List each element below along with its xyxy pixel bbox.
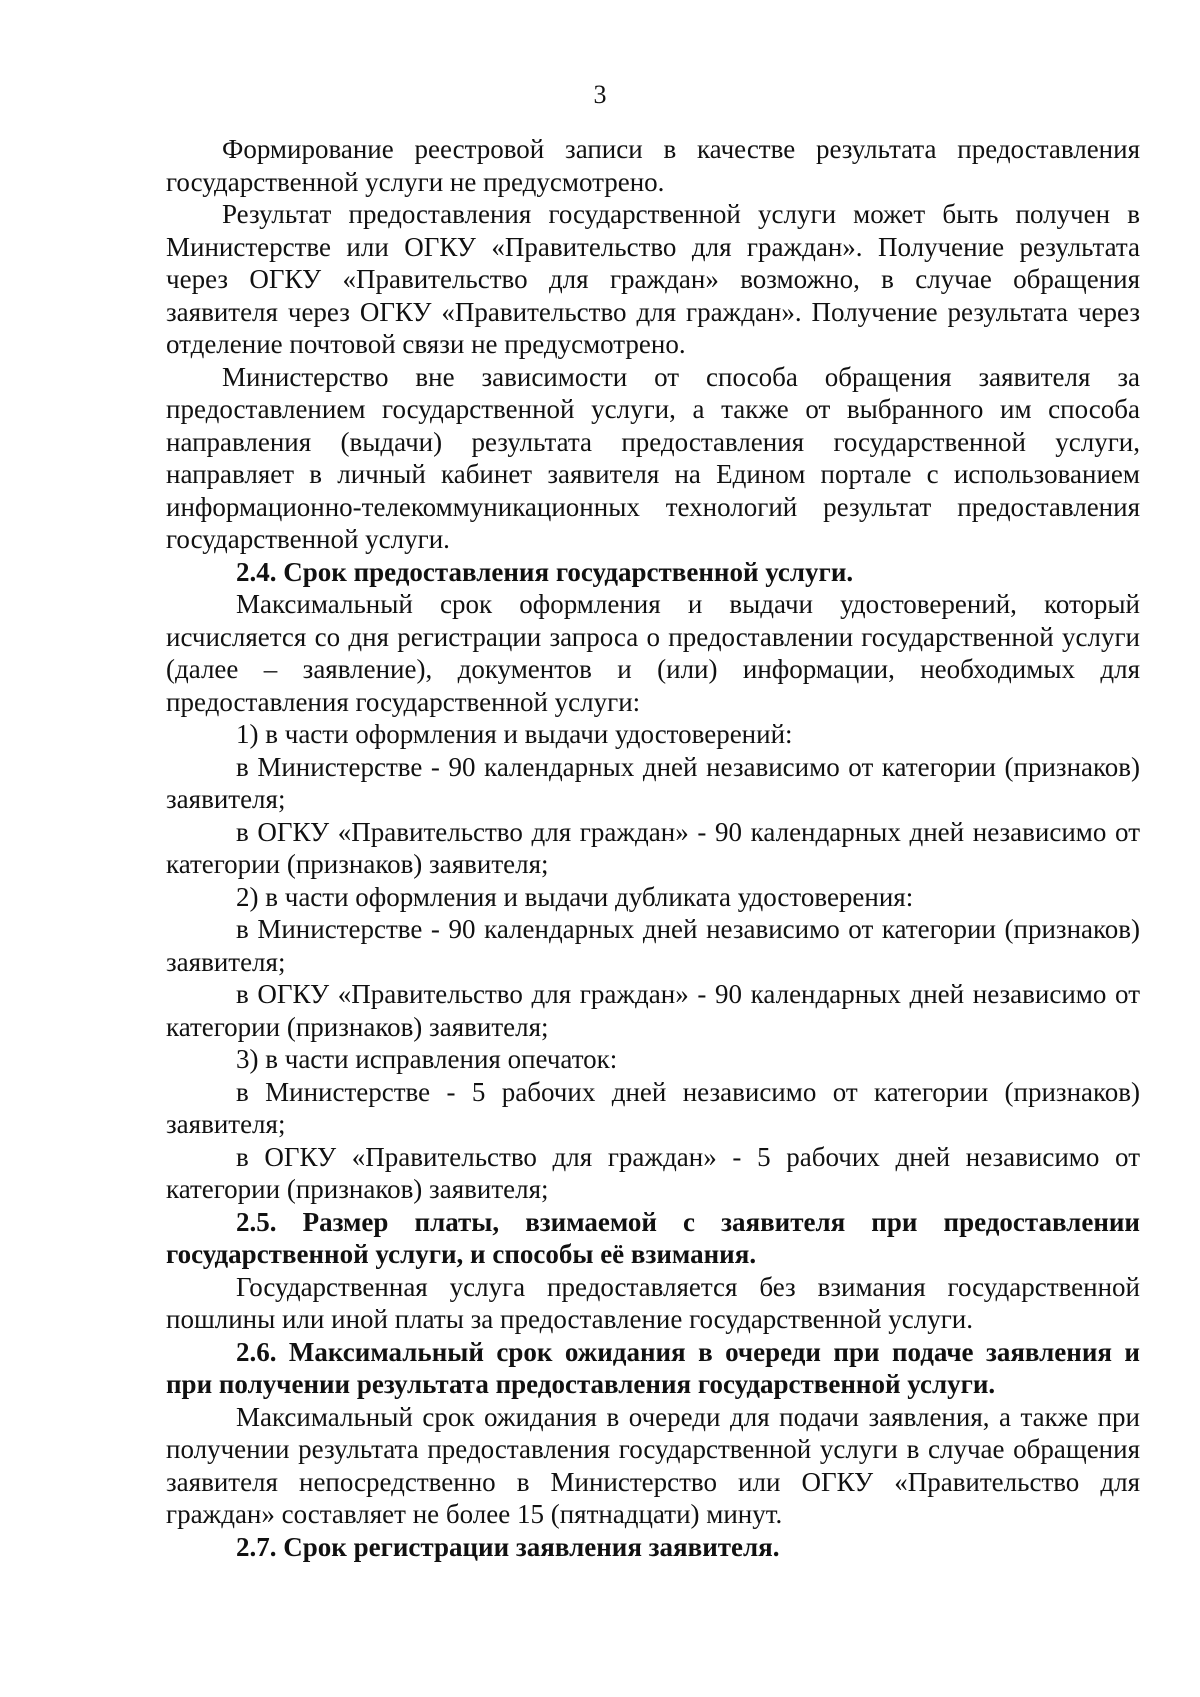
page-number: 3 [593, 80, 607, 109]
list-item: 3) в части исправления опечаток: [236, 1044, 618, 1074]
list-item: 2) в части оформления и выдачи дубликата удостоверения: [236, 881, 914, 912]
list-item: в ОГКУ «Правительство для граждан» - 90 календарных дней независимо от категории (признаков) заявителя; [166, 816, 1140, 879]
section-heading: 2.6. Максимальный срок ожидания в очереди при подаче заявления и при получении результата предоставления государственной услуги. [166, 1336, 1140, 1399]
section-heading: 2.7. Срок регистрации заявления заявителя. [236, 1531, 780, 1562]
paragraph: Государственная услуга предоставляется без взимания государственной пошлины или иной платы за предоставление государственной услуги. [166, 1271, 1140, 1334]
list-item: в ОГКУ «Правительство для граждан» - 90 календарных дней независимо от категории (признаков) заявителя; [166, 979, 1140, 1042]
list-item: в Министерстве - 90 календарных дней независимо от категории (признаков) заявителя; [166, 751, 1140, 814]
paragraph: Максимальный срок ожидания в очереди для подачи заявления, а также при получении результата предоставления государственной услуги в случае обращения заявителя непосредственно в Министерство или ОГКУ «Правительство для граждан» составляет не более 15 (пятнадцати) минут. [166, 1401, 1140, 1529]
section-heading: 2.4. Срок предоставления государственной услуги. [236, 556, 854, 587]
list-item: в Министерстве - 5 рабочих дней независимо от категории (признаков) заявителя; [166, 1076, 1140, 1139]
list-item: в Министерстве - 90 календарных дней независимо от категории (признаков) заявителя; [166, 914, 1140, 977]
paragraph: Формирование реестровой записи в качестве результата предоставления государственной услуги не предусмотрено. [166, 134, 1140, 197]
paragraph: Министерство вне зависимости от способа обращения заявителя за предоставлением государственной услуги, а также от выбранного им способа направления (выдачи) результата предоставления государственной услуги, направляет в личный кабинет заявителя на Едином портале с использованием информационно-телекоммуникационных технологий результат предоставления государственной услуги. [166, 361, 1140, 554]
paragraph: Результат предоставления государственной услуги может быть получен в Министерстве или ОГКУ «Правительство для граждан». Получение результата через ОГКУ «Правительство для граждан» возможно, в случае обращения заявителя через ОГКУ «Правительство для граждан». Получение результата через отделение почтовой связи не предусмотрено. [166, 199, 1140, 359]
document-body [166, 133, 1140, 1563]
list-item: в ОГКУ «Правительство для граждан» - 5 рабочих дней независимо от категории (признаков) заявителя; [166, 1141, 1140, 1204]
paragraph: Максимальный срок оформления и выдачи удостоверений, который исчисляется со дня регистрации запроса о предоставлении государственной услуги (далее – заявление), документов и (или) информации, необходимых для предоставления государственной услуги: [166, 589, 1140, 717]
list-item: 1) в части оформления и выдачи удостоверений: [236, 719, 793, 749]
section-heading: 2.5. Размер платы, взимаемой с заявителя при предоставлении государственной услуги, и способы её взимания. [166, 1206, 1140, 1269]
